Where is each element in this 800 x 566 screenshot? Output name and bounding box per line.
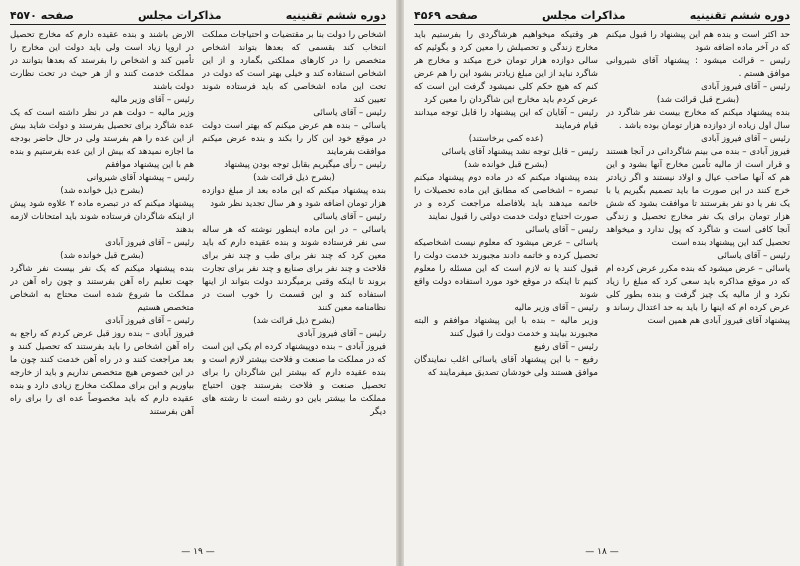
bracket-note: (بشرح ذیل قرائت شد) [253, 173, 335, 183]
left-page [2, 6, 394, 558]
paragraph: فیروز آبادی – بنده می بینم شاگردانی در آنجا هستند و قرار است از مالیه تأمین مخارج آنها بشود و این هم که آنها صاحب عیال و اولاد نیستند و اگر زیادتر خرج کنند در این صورت ما باید تصمیم بگیریم یا با یک نفر یا دو نفر بفرستند تا موافقت بشود که شش هزار تومان برای یک نفر مخارج تحصیل و زندگی آنجا کافی است و شاگرد که پول ندارد و میخواهد تحصیل کند این پیشنهاد بنده است [606, 147, 790, 248]
speaker-line: رئیس – آقای فیروز آبادی [297, 329, 386, 339]
paragraph: الارض باشند و بنده عقیده دارم که مخارج تحصیل در اروپا زیاد است ولی باید دولت این مخارج را تأمین کند و اشخاص را بفرستد که بعدها بتوانند در مملکت خدمت کنند و از هر حیث در تحت نظارت دولت باشند [10, 30, 194, 92]
paragraph: هر وقتیکه میخواهیم هرشاگردی را بفرستیم باید مخارج زندگی و تحصیلش را معین کرد و بگوئیم که سالی دوازده هزار تومان خرج میکند و مخارج هر شاگرد نباید از این مبلغ زیادتر بشود این را هم عرض کنم که هیچ حکم کلی نمیشود گرفت این است که عرض کردم باید مخارج این شاگردان را معین کرد [414, 30, 598, 105]
speaker-line: رئیس – آقای فیروز آبادی [105, 316, 194, 326]
left-page-columns [10, 29, 386, 545]
paragraph: حد اکثر است و بنده هم این پیشنهاد را قبول میکنم که در آخر ماده اضافه شود [606, 30, 790, 53]
right-page-columns [414, 29, 790, 545]
paragraph: فیروز آبادی – بنده روز قبل عرض کردم که راجع به راه آهن اشخاص را باید بفرستند که تحصیل کنند و بعد مراجعت کنند و در راه آهن خدمت کنند چون ما در این خصوص هیچ متخصص نداریم و باید از خارجه بیاوریم و این برای مملکت مخارج زیادی دارد و بنده عقیده دارم که باید مخصوصاً عده ای را برای راه آهن بفرستند [10, 329, 194, 417]
paragraph: فیروز آبادی – بنده دوپیشنهاد کرده ام یکی این است که در مملکت ما صنعت و فلاحت بیشتر لازم است و بنده عقیده دارم که بیشتر این شاگردان را برای تحصیل صنعت و فلاحت بفرستند چون احتیاج مملکت ما بیشتر باین دو رشته است تا رشته های دیگر [202, 342, 386, 417]
paragraph: یاسائی – در این ماده اینطور نوشته که هر ساله سی نفر فرستاده شوند و بنده عقیده دارم که باید معین کرد که چند نفر برای طب و چند نفر برای فلاحت و چند نفر برای صنایع و چند نفر برای تجارت بروند تا اینکه وقتی برمیگردند دولت بتواند از اینها استفاده کند و این قسمت را خوب است در نظامنامه معین کنند [202, 225, 386, 313]
paragraph: وزیر مالیه – دولت هم در نظر داشته است که یک عده شاگرد برای تحصیل بفرستد و دولت شاید بیش از این عده را هم بفرستد ولی در حال حاضر بودجه ما اجازه نمیدهد که بیش از این عده بفرستیم و بنده هم با این پیشنهاد موافقم [10, 108, 194, 170]
paragraph: اشخاص را دولت بنا بر مقتضیات و احتیاجات مملکت انتخاب کند بقسمی که بعدها بتواند اشخاص متخصص را در کارهای مملکتی بگمارد و از این اشخاص استفاده کند و خیلی بهتر است که دولت در تحت این ماده اشخاصی که باید فرستاده شوند تعیین کند [202, 30, 386, 105]
bracket-note: (بشرح قبل خوانده شد) [464, 160, 548, 170]
book-gutter [396, 0, 404, 566]
bracket-note: (بشرح ذیل قرائت شد) [253, 316, 335, 326]
proposal-text: بنده پیشنهاد میکنم که مخارج بیست نفر شاگرد در سال اول زیاده از دوازده هزار تومان بوده باشد . [606, 108, 790, 131]
speaker-line: رئیس – آقای یاسائی [717, 251, 790, 261]
proposal-text: بنده پیشنهاد میکنم که این ماده بعد از مبلغ دوازده هزار تومان اضافه شود و هر سال تجدید نظر شود [202, 186, 386, 209]
left-page-folio: — ۱۹ — [181, 547, 215, 557]
left-page-session: دوره ششم تقنینیه [285, 8, 386, 22]
speaker-line: رئیس – آقای فیروز آبادی [701, 82, 790, 92]
right-page-left-column [414, 29, 598, 545]
speaker-line: رئیس – آقای وزیر مالیه [110, 95, 194, 105]
speaker-line: رئیس – آقای وزیر مالیه [514, 303, 598, 313]
proposal-text: بنده پیشنهاد میکنم که یک نفر بیست نفر شاگرد جهت تعلیم راه آهن بفرستند و چون راه آهن در مملکت ما شروع شده است محتاج به اشخاص متخصص هستیم [10, 264, 194, 313]
speaker-line: رئیس – پیشنهاد آقای شیروانی [86, 173, 194, 183]
speaker-line: رئیس – آقایان که این پیشنهاد را قابل توجه میدانند قیام فرمایند [414, 108, 598, 131]
speaker-line: رئیس – آقای رفیع [534, 342, 598, 352]
left-page-header [10, 6, 386, 25]
left-page-footer [10, 546, 386, 558]
speaker-line: رئیس – آقای فیروز آبادی [105, 238, 194, 248]
right-page-title: مذاکرات مجلس [541, 8, 626, 22]
right-page [406, 6, 798, 558]
speaker-line: رئیس – آقای یاسائی [313, 212, 386, 222]
left-page-right-column [202, 29, 386, 545]
right-page-session: دوره ششم تقنینیه [689, 8, 790, 22]
proposal-text: پیشنهاد میکنم که در تبصره ماده ۲ علاوه شود پیش از اینکه شاگردان فرستاده شوند باید امتحانات لازمه بدهند [10, 199, 194, 235]
paragraph: یاسائی – بنده هم عرض میکنم که بهتر است دولت در موقع خود این کار را بکند و بنده عرض میکنم موافقت بفرمایند [202, 121, 386, 157]
bracket-note: (بشرح قبل خوانده شد) [60, 251, 144, 261]
speaker-line: رئیس – آقای یاسائی [525, 225, 598, 235]
proposal-text: بنده پیشنهاد میکنم که در ماده دوم پیشنهاد میکنم تبصره – اشخاصی که مطابق این ماده تحصیلات را خاتمه میدهند باید بلافاصله مراجعت کرده و در صورت احتیاج دولت خدمت دولتی را قبول نمایند [414, 173, 598, 222]
right-page-footer [414, 546, 790, 558]
left-page-left-column [10, 29, 194, 545]
speaker-line: رئیس – آقای یاسائی [313, 108, 386, 118]
paragraph: رئیس – قرائت میشود : پیشنهاد آقای شیروانی موافق هستم . [606, 56, 790, 79]
speaker-line: رئیس – رأی میگیریم بقابل توجه بودن پیشنهاد [224, 160, 386, 170]
paragraph: یاسائی – عرض میشود که بنده مکرر عرض کرده ام که در موقع مذاکره باید سعی کرد که مبلغ را زیاد نکرد و از مالیه یک چیز گرفت و بنده بطور کلی عرض کرده ام که اینها را باید به حد اعتدال رساند و پیشنهاد آقای فیروز آبادی هم همین است [606, 264, 790, 326]
right-page-header [414, 6, 790, 25]
paragraph: رفیع – با این پیشنهاد آقای یاسائی اغلب نمایندگان موافق هستند ولی خودشان تصدیق میفرمایند که [414, 355, 598, 378]
bracket-note: (بشرح قبل قرائت شد) [656, 95, 740, 105]
paragraph: یاسائی – عرض میشود که معلوم نیست اشخاصیکه تحصیل کرده و خاتمه دادند مجبورند خدمت دولت را قبول کنند یا نه لازم است که این مسئله را معلوم کنیم تا اینکه در موقع خود مورد استفاده دولت واقع شوند [414, 238, 598, 300]
speaker-line: رئیس – آقای فیروز آبادی [701, 134, 790, 144]
left-page-title: مذاکرات مجلس [137, 8, 222, 22]
bracket-note: (عده کمی برخاستند) [468, 134, 544, 144]
right-page-number: صفحه ۴۵۶۹ [414, 8, 478, 22]
bracket-note: (بشرح ذیل خوانده شد) [60, 186, 144, 196]
right-page-right-column [606, 29, 790, 545]
speaker-line: رئیس – قابل توجه نشد پیشنهاد آقای یاسائی [441, 147, 598, 157]
paragraph: وزیر مالیه – بنده با این پیشنهاد موافقم و البته مجبورند بیایند و خدمت دولت را قبول کنند [414, 316, 598, 339]
right-page-folio: — ۱۸ — [585, 547, 619, 557]
left-page-number: صفحه ۴۵۷۰ [10, 8, 74, 22]
